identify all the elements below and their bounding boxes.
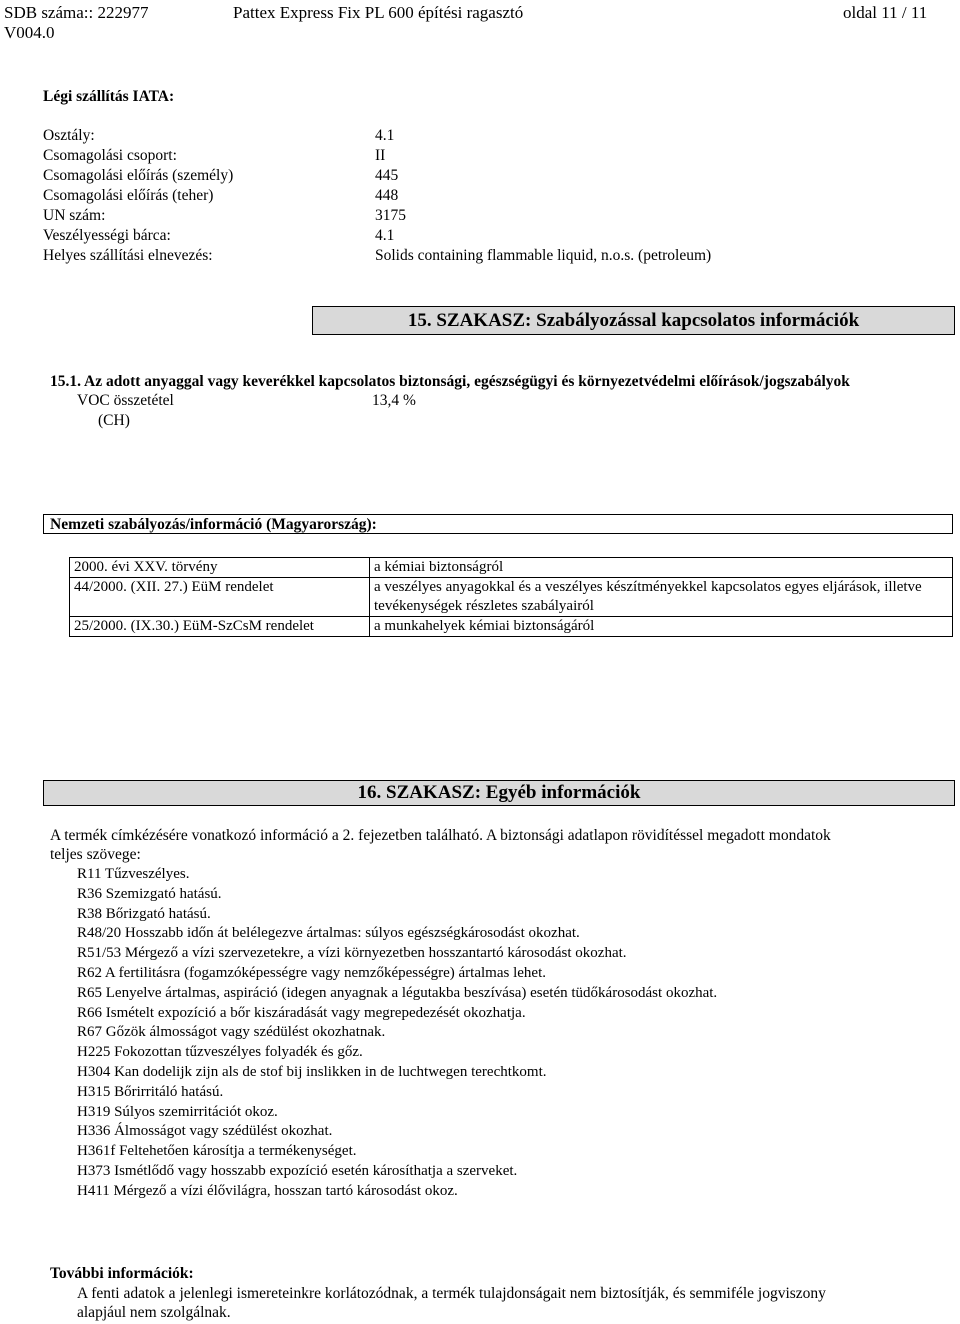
air-transport-value: 445	[375, 167, 399, 184]
section-16-title: 16. SZAKASZ: Egyéb információk	[357, 782, 641, 803]
air-transport-value: 4.1	[375, 127, 395, 144]
voc-value: 13,4 %	[372, 392, 416, 409]
section-16-intro-line2: teljes szövege:	[50, 846, 141, 863]
hazard-phrase: H304 Kan dodelijk zijn als de stof bij inslikken in de luchtwegen terechtkomt.	[77, 1064, 547, 1080]
air-transport-value: 448	[375, 187, 399, 204]
air-transport-label: Osztály:	[43, 127, 95, 144]
hazard-phrase: H315 Bőrirritáló hatású.	[77, 1083, 224, 1100]
law-reference: 25/2000. (IX.30.) EüM-SzCsM rendelet	[70, 617, 370, 637]
further-info-line1: A fenti adatok a jelenlegi ismereteinkre korlátozódnak, a termék tulajdonságait nem biztosítják, és semmiféle jogviszony	[77, 1285, 826, 1302]
air-transport-label: Csomagolási előírás (személy)	[43, 167, 234, 184]
hazard-phrase: R62 A fertilitásra (fogamzóképességre vagy nemzőképességre) ártalmas lehet.	[77, 965, 546, 981]
law-row	[70, 558, 953, 578]
law-reference: 44/2000. (XII. 27.) EüM rendelet	[70, 578, 370, 617]
hazard-phrase: H411 Mérgező a vízi élővilágra, hosszan tartó károsodást okoz.	[77, 1182, 458, 1199]
air-transport-label: Veszélyességi bárca:	[43, 227, 171, 244]
air-transport-value: 4.1	[375, 227, 395, 244]
hazard-phrase: R38 Bőrizgató hatású.	[77, 905, 211, 922]
hazard-phrase: H319 Súlyos szemirritációt okoz.	[77, 1103, 278, 1120]
law-description: a munkahelyek kémiai biztonságáról	[370, 617, 953, 637]
section-16-intro-line1: A termék címkézésére vonatkozó információ a 2. fejezetben található. A biztonsági adatlapon rövidítéssel megadott mondatok	[50, 827, 831, 844]
section-16-banner	[43, 780, 955, 806]
hazard-phrase: R11 Tűzveszélyes.	[77, 866, 190, 882]
law-row	[70, 617, 953, 637]
law-row	[70, 578, 953, 617]
section-15-title: 15. SZAKASZ: Szabályozással kapcsolatos információk	[407, 310, 860, 331]
hazard-phrase: R51/53 Mérgező a vízi szervezetekre, a vízi környezetben hosszantartó károsodást okozhat.	[77, 945, 627, 962]
sdb-number: SDB száma:: 222977	[4, 3, 149, 22]
hazard-phrase: H361f Feltehetően károsítja a termékenységet.	[77, 1143, 357, 1160]
hazard-phrase: R36 Szemizgató hatású.	[77, 885, 222, 902]
hazard-phrase: R66 Ismételt expozíció a bőr kiszáradását vagy megrepedezését okozhatja.	[77, 1004, 526, 1021]
air-transport-label: Helyes szállítási elnevezés:	[43, 247, 213, 264]
hazard-phrase: R48/20 Hosszabb időn át belélegezve ártalmas: súlyos egészségkárosodást okozhat.	[77, 925, 580, 942]
hazard-phrase: H336 Álmosságot vagy szédülést okozhat.	[77, 1123, 333, 1140]
air-transport-label: Csomagolási előírás (teher)	[43, 187, 214, 204]
version: V004.0	[4, 23, 55, 42]
law-description: a veszélyes anyagokkal és a veszélyes készítményekkel kapcsolatos egyes eljárások, illetve tevékenységek részletes szabályairól	[370, 578, 953, 617]
further-info-heading: További információk:	[50, 1265, 194, 1282]
product-name: Pattex Express Fix PL 600 építési ragasztó	[233, 3, 524, 22]
law-description: a kémiai biztonságról	[370, 558, 953, 578]
law-reference: 2000. évi XXV. törvény	[70, 558, 370, 578]
section-15-banner	[312, 306, 955, 335]
air-transport-value: Solids containing flammable liquid, n.o.s. (petroleum)	[375, 247, 712, 264]
hazard-phrase: H225 Fokozottan tűzveszélyes folyadék és gőz.	[77, 1044, 363, 1061]
national-laws-table	[69, 557, 953, 637]
national-regulation-heading: Nemzeti szabályozás/információ (Magyarország):	[43, 514, 953, 534]
air-transport-label: UN szám:	[43, 207, 106, 224]
air-transport-value: II	[375, 147, 386, 164]
page-number: oldal 11 / 11	[843, 3, 928, 22]
air-transport-heading: Légi szállítás IATA:	[43, 88, 175, 105]
hazard-phrase: R65 Lenyelve ártalmas, aspiráció (idegen anyagnak a légutakba beszívása) esetén tüdőkárosodást okozhat.	[77, 984, 718, 1001]
hazard-phrase: R67 Gőzök álmosságot vagy szédülést okozhatnak.	[77, 1024, 386, 1041]
voc-label: VOC összetétel	[77, 392, 174, 409]
voc-unit: (CH)	[98, 412, 130, 429]
air-transport-value: 3175	[375, 207, 406, 224]
hazard-phrase: H373 Ismétlődő vagy hosszabb expozíció esetén károsíthatja a szerveket.	[77, 1163, 518, 1179]
further-info-line2: alapjául nem szolgálnak.	[77, 1304, 231, 1321]
section-15-1-heading: 15.1. Az adott anyaggal vagy keverékkel kapcsolatos biztonsági, egészségügyi és környezetvédelmi előírások/jogszabályok	[50, 373, 850, 390]
air-transport-label: Csomagolási csoport:	[43, 147, 177, 164]
